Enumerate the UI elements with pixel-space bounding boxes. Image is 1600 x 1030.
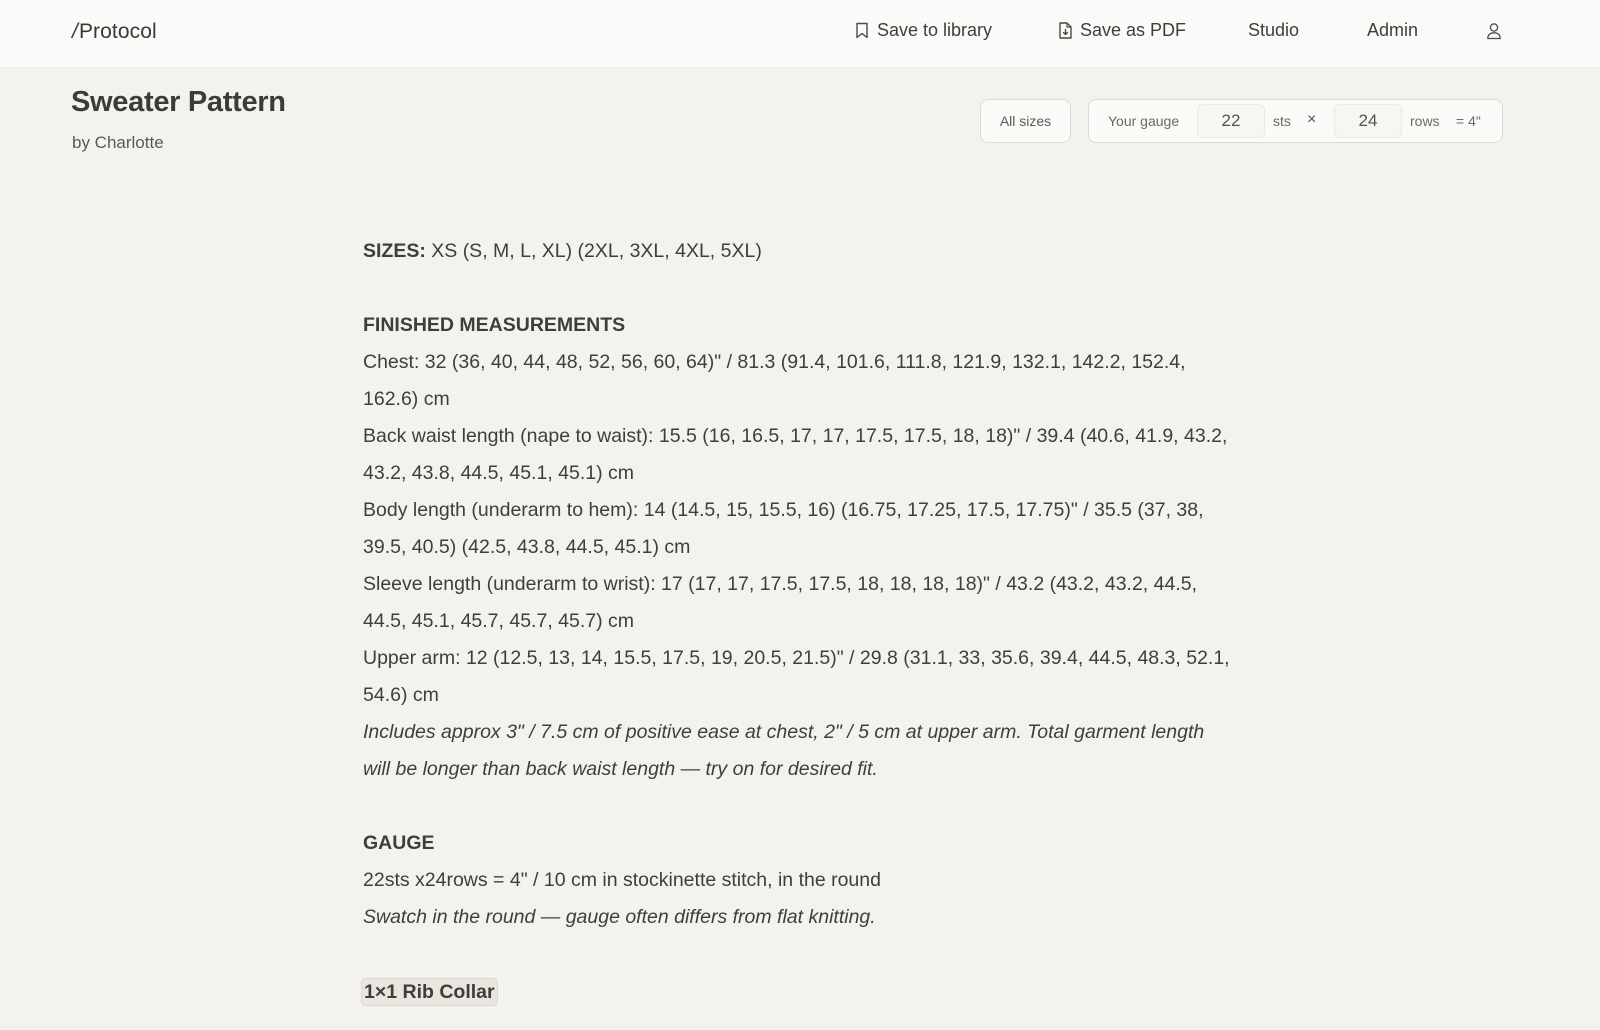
rib-collar-section-heading[interactable]: 1×1 Rib Collar (361, 978, 498, 1006)
measurement-body-length: Body length (underarm to hem): 14 (14.5, 15, 15.5, 16) (16.75, 17.25, 17.5, 17.75)" / 35.5 (37, 38, 39.5, 40.5) (42.5, 43.8, 44.5, 45.1) cm (363, 499, 1204, 558)
save-to-library-button[interactable] (855, 20, 992, 41)
user-icon (1486, 22, 1502, 40)
sizes-value: XS (S, M, L, XL) (2XL, 3XL, 4XL, 5XL) (425, 240, 762, 262)
finished-measurements-heading: FINISHED MEASUREMENTS (363, 314, 626, 336)
gauge-sts-unit: sts (1273, 113, 1291, 129)
gauge-label: Your gauge (1108, 113, 1180, 129)
brand-slash: / (72, 20, 78, 43)
brand-logo[interactable] (72, 20, 157, 44)
measurement-upper-arm: Upper arm: 12 (12.5, 13, 14, 15.5, 17.5, 19, 20.5, 21.5)" / 29.8 (31.1, 33, 35.6, 39.4, 44.5, 48.3, 52.1, 54.6) cm (363, 647, 1230, 706)
gauge-rows-input[interactable] (1334, 104, 1402, 138)
gauge-rows-unit: rows (1410, 113, 1440, 129)
page-title: Sweater Pattern (71, 86, 286, 118)
save-as-pdf-button[interactable] (1058, 20, 1186, 41)
pattern-content (363, 233, 1233, 1006)
save-to-library-label: Save to library (877, 20, 993, 40)
brand-name: Protocol (78, 20, 157, 43)
measurement-back-waist: Back waist length (nape to waist): 15.5 (16, 16.5, 17, 17, 17.5, 17.5, 18, 18)" / 39.4 (40.6, 41.9, 43.2, 43.2, 43.8, 44.5, 45.1, 45.1) cm (363, 425, 1228, 484)
gauge-equals-label: = 4" (1456, 113, 1481, 129)
gauge-line: 22sts x24rows = 4" / 10 cm in stockinette stitch, in the round (363, 869, 881, 891)
save-as-pdf-label: Save as PDF (1080, 20, 1187, 40)
nav-studio-link[interactable]: Studio (1248, 20, 1300, 40)
sizes-label: SIZES: (363, 240, 426, 262)
gauge-heading: GAUGE (363, 832, 435, 854)
gauge-times-sign: × (1307, 111, 1317, 128)
sizes-line (363, 233, 1233, 270)
nav-admin-link[interactable]: Admin (1367, 20, 1419, 40)
author-byline: by Charlotte (72, 133, 164, 152)
gauge-sts-input[interactable] (1197, 104, 1265, 138)
gauge-control (1088, 99, 1503, 143)
top-nav (0, 0, 1600, 68)
bookmark-icon (855, 22, 869, 39)
measurement-sleeve-length: Sleeve length (underarm to wrist): 17 (17, 17, 17.5, 17.5, 18, 18, 18, 18)" / 43.2 (43.2, 43.2, 44.5, 44.5, 45.1, 45.7, 45.7, 45.7) cm (363, 573, 1198, 632)
gauge-note: Swatch in the round — gauge often differs from flat knitting. (363, 906, 876, 928)
measurement-chest: Chest: 32 (36, 40, 44, 48, 52, 56, 60, 64)" / 81.3 (91.4, 101.6, 111.8, 121.9, 132.1, 142.2, 152.4, 162.6) cm (363, 351, 1186, 410)
user-menu-button[interactable] (1486, 22, 1502, 40)
ease-note: Includes approx 3" / 7.5 cm of positive ease at chest, 2" / 5 cm at upper arm. Total garment length will be longer than back waist length — try on for desired fit. (363, 721, 1205, 780)
all-sizes-button[interactable]: All sizes (980, 99, 1071, 143)
file-download-icon (1058, 22, 1072, 39)
